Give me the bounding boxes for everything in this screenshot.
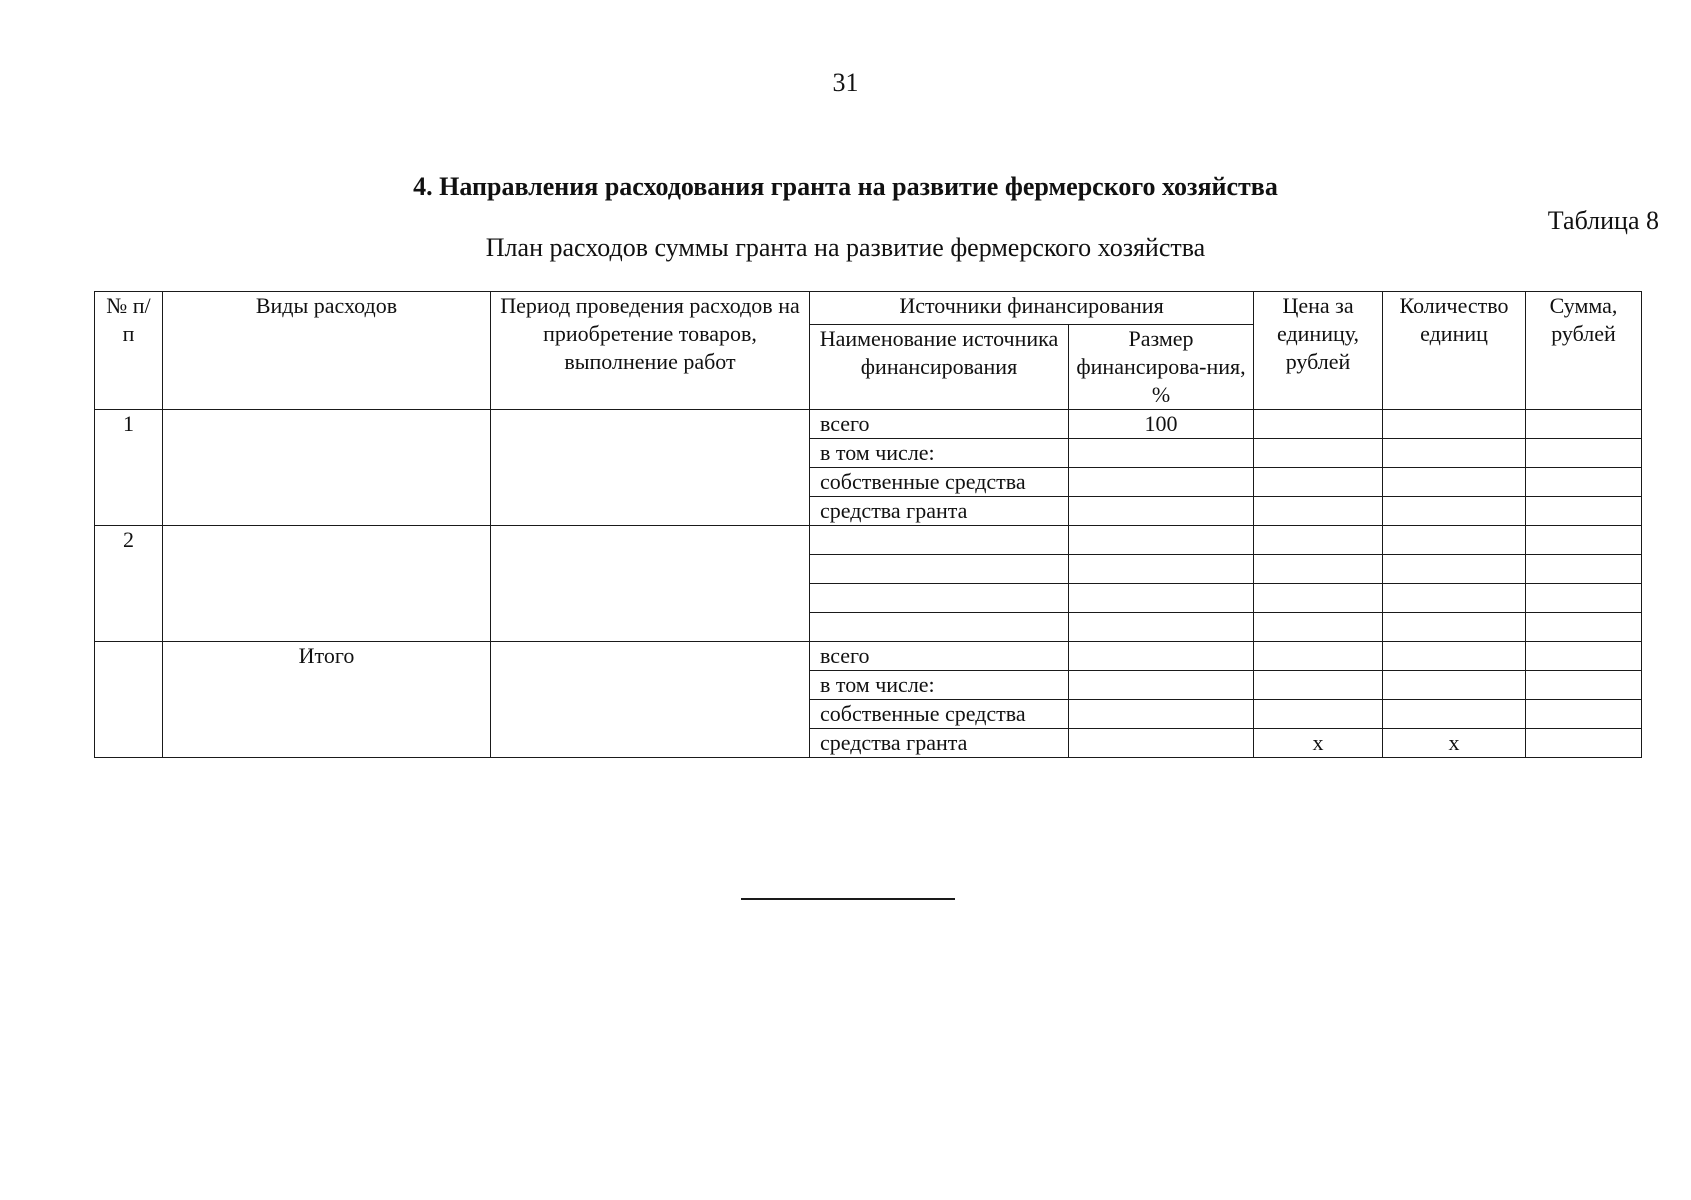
source-name-cell: всего [810, 410, 1069, 439]
quantity-cell [1383, 410, 1526, 439]
funding-percent-cell [1069, 671, 1254, 700]
source-name-cell [810, 526, 1069, 555]
source-name-cell: средства гранта [810, 729, 1069, 758]
row-num: 2 [95, 526, 163, 642]
quantity-cell [1383, 497, 1526, 526]
funding-percent-cell [1069, 700, 1254, 729]
funding-percent-cell [1069, 729, 1254, 758]
sum-cell [1526, 671, 1642, 700]
header-source-name: Наименование источника финансирования [810, 325, 1069, 410]
funding-percent-cell [1069, 613, 1254, 642]
period-cell [491, 410, 810, 526]
quantity-cell [1383, 584, 1526, 613]
row-num [95, 642, 163, 758]
table-caption: План расходов суммы гранта на развитие фермерского хозяйства [485, 233, 1206, 262]
sum-cell [1526, 613, 1642, 642]
table-row [95, 526, 1642, 555]
expense-type-cell [163, 410, 491, 526]
sum-cell [1526, 410, 1642, 439]
header-quantity: Количество единиц [1383, 292, 1526, 410]
unit-price-cell [1254, 526, 1383, 555]
footer-rule [741, 898, 955, 900]
funding-percent-cell [1069, 468, 1254, 497]
funding-percent-cell [1069, 439, 1254, 468]
source-name-cell: средства гранта [810, 497, 1069, 526]
sum-cell [1526, 439, 1642, 468]
table-label: Таблица 8 [1547, 206, 1659, 235]
source-name-cell: в том числе: [810, 439, 1069, 468]
unit-price-cell [1254, 642, 1383, 671]
source-name-cell: в том числе: [810, 671, 1069, 700]
header-period: Период проведения расходов на приобретение товаров, выполнение работ [491, 292, 810, 410]
sum-cell [1526, 729, 1642, 758]
funding-percent-cell [1069, 497, 1254, 526]
unit-price-cell [1254, 497, 1383, 526]
unit-price-cell [1254, 468, 1383, 497]
expense-type-cell [163, 526, 491, 642]
section-title: 4. Направления расходования гранта на развитие фермерского хозяйства [413, 172, 1278, 201]
sum-cell [1526, 642, 1642, 671]
funding-percent-cell [1069, 642, 1254, 671]
source-name-cell [810, 613, 1069, 642]
quantity-cell [1383, 613, 1526, 642]
quantity-cell [1383, 555, 1526, 584]
unit-price-cell [1254, 410, 1383, 439]
source-name-cell [810, 555, 1069, 584]
period-cell [491, 526, 810, 642]
unit-price-cell [1254, 700, 1383, 729]
quantity-cell [1383, 468, 1526, 497]
quantity-cell: x [1383, 729, 1526, 758]
quantity-cell [1383, 526, 1526, 555]
unit-price-cell [1254, 671, 1383, 700]
sum-cell [1526, 700, 1642, 729]
page-number: 31 [832, 68, 859, 97]
period-cell [491, 642, 810, 758]
unit-price-cell [1254, 584, 1383, 613]
sum-cell [1526, 584, 1642, 613]
sum-cell [1526, 526, 1642, 555]
row-num: 1 [95, 410, 163, 526]
total-label: Итого [163, 642, 491, 758]
unit-price-cell [1254, 439, 1383, 468]
funding-percent-cell [1069, 584, 1254, 613]
quantity-cell [1383, 642, 1526, 671]
funding-percent-cell [1069, 555, 1254, 584]
sum-cell [1526, 497, 1642, 526]
funding-percent-cell: 100 [1069, 410, 1254, 439]
source-name-cell: всего [810, 642, 1069, 671]
quantity-cell [1383, 700, 1526, 729]
unit-price-cell [1254, 613, 1383, 642]
source-name-cell [810, 584, 1069, 613]
unit-price-cell [1254, 555, 1383, 584]
header-funding-size: Размер финансирова-ния, % [1069, 325, 1254, 410]
source-name-cell: собственные средства [810, 468, 1069, 497]
quantity-cell [1383, 671, 1526, 700]
header-sources: Источники финансирования [810, 292, 1254, 325]
sum-cell [1526, 468, 1642, 497]
funding-percent-cell [1069, 526, 1254, 555]
table-row-total [95, 642, 1642, 671]
header-num: № п/п [95, 292, 163, 410]
sum-cell [1526, 555, 1642, 584]
expense-plan-table [94, 291, 1642, 758]
header-expense-types: Виды расходов [163, 292, 491, 410]
source-name-cell: собственные средства [810, 700, 1069, 729]
quantity-cell [1383, 439, 1526, 468]
unit-price-cell: x [1254, 729, 1383, 758]
header-unit-price: Цена за единицу, рублей [1254, 292, 1383, 410]
header-sum: Сумма, рублей [1526, 292, 1642, 410]
table-row [95, 410, 1642, 439]
